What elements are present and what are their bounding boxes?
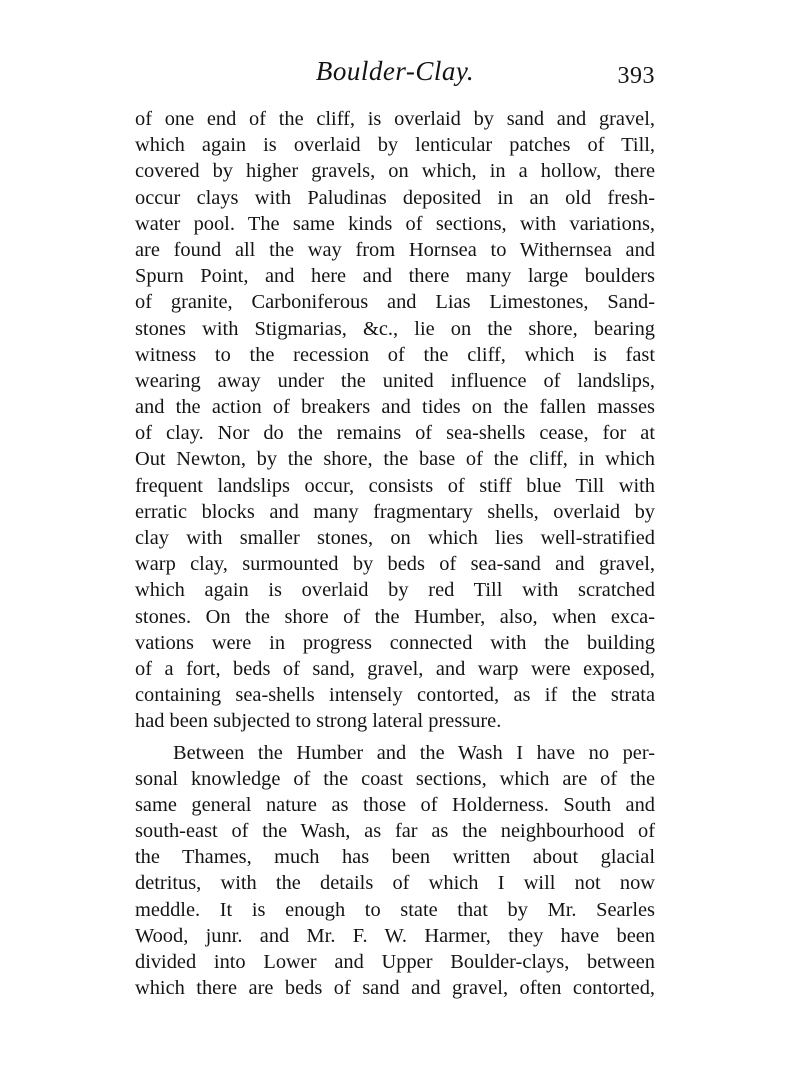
text-line: same general nature as those of Holderness. South and bbox=[135, 793, 655, 816]
text-line: Spurn Point, and here and there many large boulders bbox=[135, 265, 655, 288]
text-line: sonal knowledge of the coast sections, which are of the bbox=[135, 767, 655, 790]
text-line: occur clays with Paludinas deposited in an old fresh- bbox=[135, 186, 655, 209]
text-line: south-east of the Wash, as far as the neighbourhood of bbox=[135, 820, 655, 843]
text-line: erratic blocks and many fragmentary shells, overlaid by bbox=[135, 500, 655, 523]
text-line: had been subjected to strong lateral pressure. bbox=[135, 710, 502, 733]
text-line: warp clay, surmounted by beds of sea-sand and gravel, bbox=[135, 553, 655, 576]
text-line: frequent landslips occur, consists of stiff blue Till with bbox=[135, 474, 655, 497]
text-line: stones with Stigmarias, &c., lie on the shore, bearing bbox=[135, 317, 655, 340]
text-line: and the action of breakers and tides on the fallen masses bbox=[135, 396, 655, 419]
page-number: 393 bbox=[617, 63, 655, 89]
text-line: clay with smaller stones, on which lies well-stratified bbox=[135, 527, 655, 549]
text-line: Between the Humber and the Wash I have no per- bbox=[173, 741, 655, 764]
text-line: stones. On the shore of the Humber, also, when exca- bbox=[135, 605, 655, 628]
text-line: meddle. It is enough to state that by Mr. Searles bbox=[135, 898, 655, 921]
text-line: divided into Lower and Upper Boulder-clays, between bbox=[135, 951, 655, 973]
paragraph bbox=[135, 740, 655, 1002]
text-line: are found all the way from Hornsea to Withernsea and bbox=[135, 238, 655, 261]
text-line: containing sea-shells intensely contorted, as if the strata bbox=[135, 684, 655, 707]
text-line: witness to the recession of the cliff, which is fast bbox=[135, 343, 655, 366]
running-title: Boulder-Clay. bbox=[315, 56, 475, 86]
text-line: of a fort, beds of sand, gravel, and warp were exposed, bbox=[135, 657, 655, 680]
text-line: which there are beds of sand and gravel, often contorted, bbox=[135, 977, 655, 1000]
page-body bbox=[135, 106, 655, 1001]
text-line: of granite, Carboniferous and Lias Limestones, Sand- bbox=[135, 291, 655, 314]
paragraph bbox=[135, 106, 655, 735]
text-line: Out Newton, by the shore, the base of the cliff, in which bbox=[135, 448, 655, 471]
text-line: water pool. The same kinds of sections, with variations, bbox=[135, 212, 655, 235]
text-line: vations were in progress connected with the building bbox=[135, 631, 655, 654]
text-line: which again is overlaid by red Till with scratched bbox=[135, 579, 655, 602]
text-line: the Thames, much has been written about glacial bbox=[135, 846, 655, 869]
text-line: covered by higher gravels, on which, in a hollow, there bbox=[135, 160, 655, 183]
running-head bbox=[135, 56, 655, 92]
text-line: detritus, with the details of which I will not now bbox=[135, 872, 655, 895]
text-line: wearing away under the united influence of landslips, bbox=[135, 369, 655, 392]
text-line: of clay. Nor do the remains of sea-shells cease, for at bbox=[135, 422, 655, 445]
text-line: which again is overlaid by lenticular patches of Till, bbox=[135, 134, 655, 157]
text-line: of one end of the cliff, is overlaid by sand and gravel, bbox=[135, 108, 655, 130]
text-line: Wood, junr. and Mr. F. W. Harmer, they have been bbox=[135, 924, 655, 947]
